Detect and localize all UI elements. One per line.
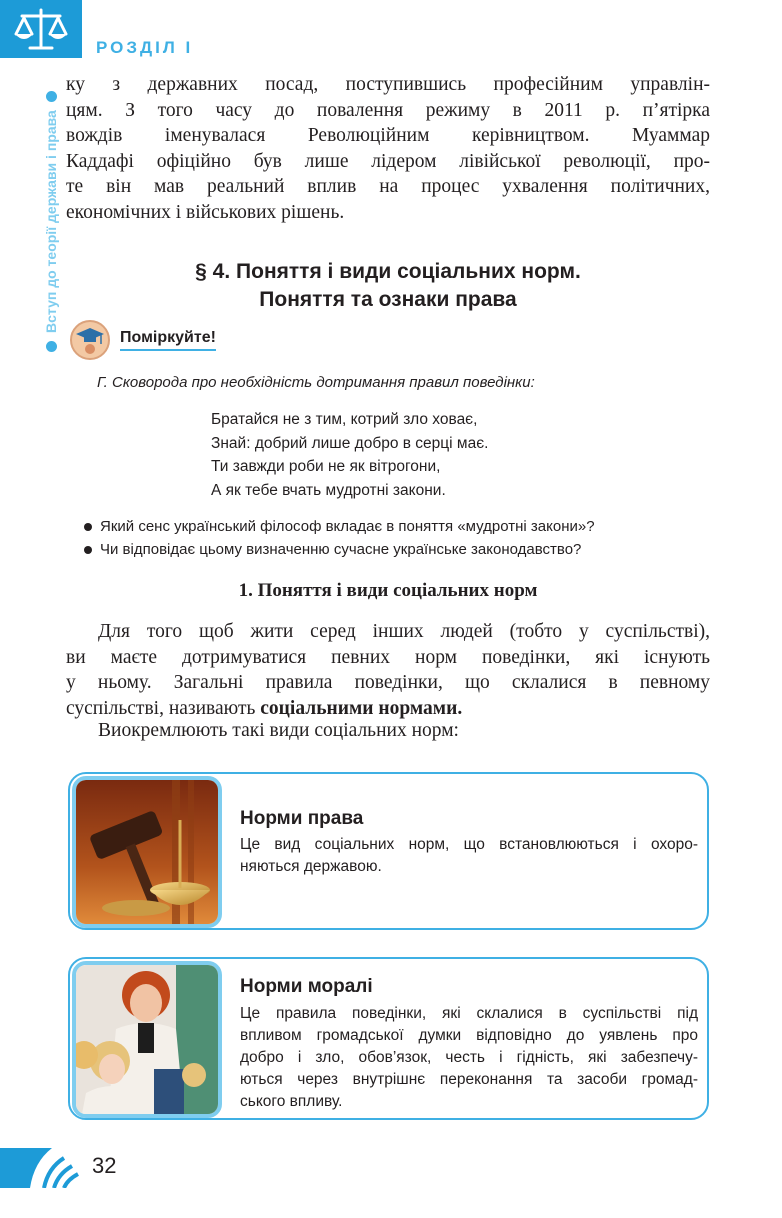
poem-line: А як тебе вчать мудротні закони.: [211, 481, 446, 499]
list-item: [84, 538, 595, 561]
poem-line: Знай: добрий лише добро в серці має.: [211, 434, 489, 452]
body-paragraph: [66, 619, 710, 721]
gavel-scales-image: [72, 776, 222, 928]
text-line: цям. З того часу до повалення режиму в 2011 р. п’ятірка: [66, 99, 710, 121]
intro-paragraph: [66, 72, 710, 225]
card-text: [240, 834, 698, 878]
think-header: [70, 320, 216, 360]
poem-line: Ти завжди роби не як вітрогони,: [211, 458, 441, 475]
text-line: у ньому. Загальні правила поведінки, що склалися в певному: [66, 672, 710, 693]
bullet-icon: [84, 546, 92, 554]
text-line: вождів іменувалася Революційним керівництвом. Муаммар: [66, 125, 710, 146]
teacher-children-image: [72, 961, 222, 1118]
text-line: Це вид соціальних норм, що встановлюються і охоро-: [240, 836, 698, 853]
text-line: те він мав реальний вплив на процес ухвалення політичних,: [66, 176, 710, 197]
text-line: добро і зло, обов’язок, честь і гідність, які забезпечу-: [240, 1049, 698, 1066]
term-bold: соціальними нормами.: [260, 697, 463, 719]
card-title: Норми права: [240, 808, 364, 829]
side-title-text: Вступ до теорії держави і права: [43, 110, 59, 333]
text-line: ються через внутрішнє переконання та засоби громад-: [240, 1071, 698, 1088]
section-title-line: § 4. Поняття і види соціальних норм.: [195, 260, 581, 283]
page-number: 32: [92, 1153, 117, 1178]
text-line: впливом громадської думки відповідно до уявлень про: [240, 1027, 698, 1044]
side-title: [40, 68, 62, 352]
graduation-cap-icon: [70, 320, 110, 360]
question-list: [84, 515, 595, 561]
poem: [211, 408, 488, 502]
question-text: Який сенс український філософ вкладає в поняття «мудротні закони»?: [100, 518, 595, 535]
think-label: Поміркуйте!: [120, 329, 216, 351]
section-title: [66, 258, 710, 314]
text-fragment: суспільстві, називають: [66, 697, 261, 719]
text-line: ку з державних посад, поступившись професійним управлін-: [66, 74, 710, 95]
text-line: ви маєте дотримуватися певних норм поведінки, які існують: [66, 646, 710, 668]
page-corner-decoration: [0, 1148, 80, 1188]
text-line: няються державою.: [240, 858, 382, 875]
question-text: Чи відповідає цьому визначенню сучасне українське законодавство?: [100, 541, 582, 558]
quote-intro: Г. Сковорода про необхідність дотримання правил поведінки:: [97, 374, 535, 391]
text-line: економічних і військових рішень.: [66, 201, 345, 223]
card-title: Норми моралі: [240, 976, 373, 997]
types-intro: Виокремлюють такі види соціальних норм:: [98, 720, 459, 741]
card-law-norms: [68, 772, 709, 930]
text-line: ського впливу.: [240, 1093, 343, 1110]
side-dot-icon: [46, 341, 57, 352]
text-line: Це правила поведінки, які склалися в суспільстві під: [240, 1005, 698, 1022]
list-item: [84, 515, 595, 538]
card-moral-norms: [68, 957, 709, 1120]
text-line: [66, 696, 710, 722]
section-title-line: Поняття та ознаки права: [259, 288, 517, 311]
chapter-label: РОЗДІЛ І: [96, 38, 194, 57]
subsection-title: 1. Поняття і види соціальних норм: [238, 580, 538, 601]
scales-icon: [14, 6, 68, 52]
bullet-icon: [84, 523, 92, 531]
poem-line: Братайся не з тим, котрий зло ховає,: [211, 411, 478, 428]
side-dot-icon: [46, 91, 57, 102]
text-line: Каддафі офіційно був лише лідером лівійської революції, про-: [66, 150, 710, 172]
chapter-logo: [0, 0, 82, 58]
card-text: [240, 1003, 698, 1113]
text-line: Для того щоб жити серед інших людей (тобто у суспільстві),: [98, 621, 710, 642]
